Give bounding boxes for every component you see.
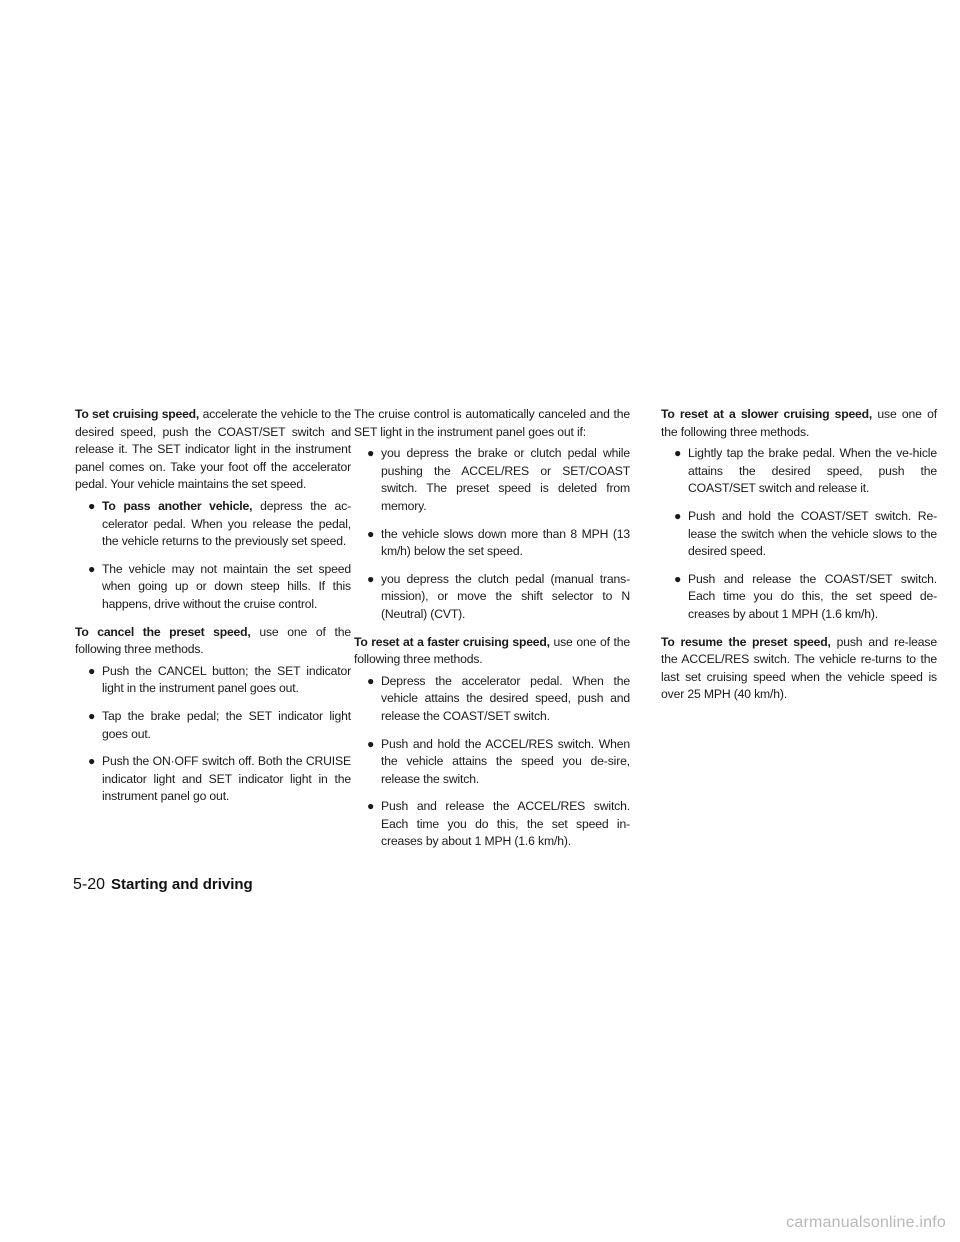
bullet-icon: ● — [674, 446, 682, 461]
set-speed-paragraph — [75, 406, 351, 494]
bullet-icon: ● — [674, 508, 682, 523]
bullet-icon: ● — [674, 571, 682, 586]
column-3 — [661, 406, 937, 708]
bullet-icon: ● — [367, 673, 375, 688]
list-item: ● you depress the clutch pedal (manual trans-mission), or move the shift selector to N (Neutral) (CVT). — [367, 571, 630, 621]
cancel-speed-paragraph: To cancel the preset speed, use one of the following three methods. — [75, 624, 351, 657]
list-item: ● Push and release the COAST/SET switch. Each time you do this, the set speed de-creases by about 1 MPH (1.6 km/h). — [674, 571, 937, 621]
auto-cancel-list — [354, 445, 630, 623]
list-item: ● Push and hold the COAST/SET switch. Re-lease the switch when the vehicle slows to the desired speed. — [674, 508, 937, 559]
list-item: ● The vehicle may not maintain the set speed when going up or down steep hills. If this happens, drive without the cruise control. — [88, 561, 351, 611]
list-item: ● you depress the brake or clutch pedal while pushing the ACCEL/RES or SET/COAST switch. The preset speed is deleted from memory. — [367, 446, 630, 513]
list-item: ● Lightly tap the brake pedal. When the ve-hicle attains the desired speed, push the COAST/SET switch and release it. — [674, 446, 937, 496]
list-item: ● Push and hold the ACCEL/RES switch. When the vehicle attains the speed you de-sire, release the switch. — [367, 736, 630, 786]
cancel-speed-heading: To cancel the preset speed, — [75, 624, 251, 639]
faster-speed-heading: To reset at a faster cruising speed, — [354, 634, 550, 649]
bullet-icon: ● — [88, 663, 96, 678]
section-title: Starting and driving — [111, 876, 253, 893]
bullet-icon: ● — [88, 754, 96, 769]
list-item: ● Tap the brake pedal; the SET indicator light goes out. — [88, 708, 351, 741]
list-item: ● Push the ON·OFF switch off. Both the CRUISE indicator light and SET indicator light in the instrument panel go out. — [88, 754, 351, 804]
page-footer — [73, 876, 253, 894]
bullet-icon: ● — [367, 799, 375, 814]
slower-speed-paragraph: To reset at a slower cruising speed, use one of the following three methods. — [661, 407, 937, 439]
watermark: carmanualsonline.info — [786, 1214, 946, 1231]
slower-speed-list — [661, 445, 937, 623]
column-2 — [354, 406, 630, 861]
set-speed-body: accelerate the vehicle to the desired speed, push the COAST/SET switch and release it. The SET indicator light in the instrument panel comes on. Take your foot off the accelerator pedal. Your vehicle maintains the set speed. — [75, 407, 351, 492]
slower-speed-heading: To reset at a slower cruising speed, — [661, 407, 873, 421]
faster-speed-paragraph: To reset at a faster cruising speed, use one of the following three methods. — [354, 634, 630, 667]
list-item: ● Push and release the ACCEL/RES switch. Each time you do this, the set speed in-creases by about 1 MPH (1.6 km/h). — [367, 799, 630, 849]
resume-speed-paragraph: To resume the preset speed, push and re-lease the ACCEL/RES switch. The vehicle re-turns to the last set cruising speed when the vehicle speed is over 25 MPH (40 km/h). — [661, 634, 937, 702]
list-item: ● To pass another vehicle, depress the ac-celerator pedal. When you release the pedal, the vehicle returns to the previously set speed. — [88, 498, 351, 549]
set-speed-heading: To set cruising speed, — [75, 407, 200, 421]
column-1 — [75, 406, 351, 816]
page-number: 5-20 — [73, 876, 106, 893]
bullet-icon: ● — [367, 571, 375, 586]
bullet-icon: ● — [88, 498, 96, 513]
faster-speed-list — [354, 673, 630, 851]
bullet-icon: ● — [367, 736, 375, 751]
set-speed-list — [75, 498, 351, 614]
list-item: ● Depress the accelerator pedal. When the vehicle attains the desired speed, push and release the COAST/SET switch. — [367, 673, 630, 723]
resume-speed-heading: To resume the preset speed, — [661, 634, 831, 649]
bullet-icon: ● — [367, 446, 375, 461]
list-item: ● Push the CANCEL button; the SET indicator light in the instrument panel goes out. — [88, 663, 351, 696]
cancel-speed-list — [75, 663, 351, 806]
auto-cancel-paragraph: The cruise control is automatically canceled and the SET light in the instrument panel goes out if: — [354, 407, 630, 439]
list-item: ● the vehicle slows down more than 8 MPH (13 km/h) below the set speed. — [367, 526, 630, 559]
bullet-icon: ● — [88, 708, 96, 723]
bullet-icon: ● — [88, 561, 96, 576]
bullet-icon: ● — [367, 526, 375, 541]
